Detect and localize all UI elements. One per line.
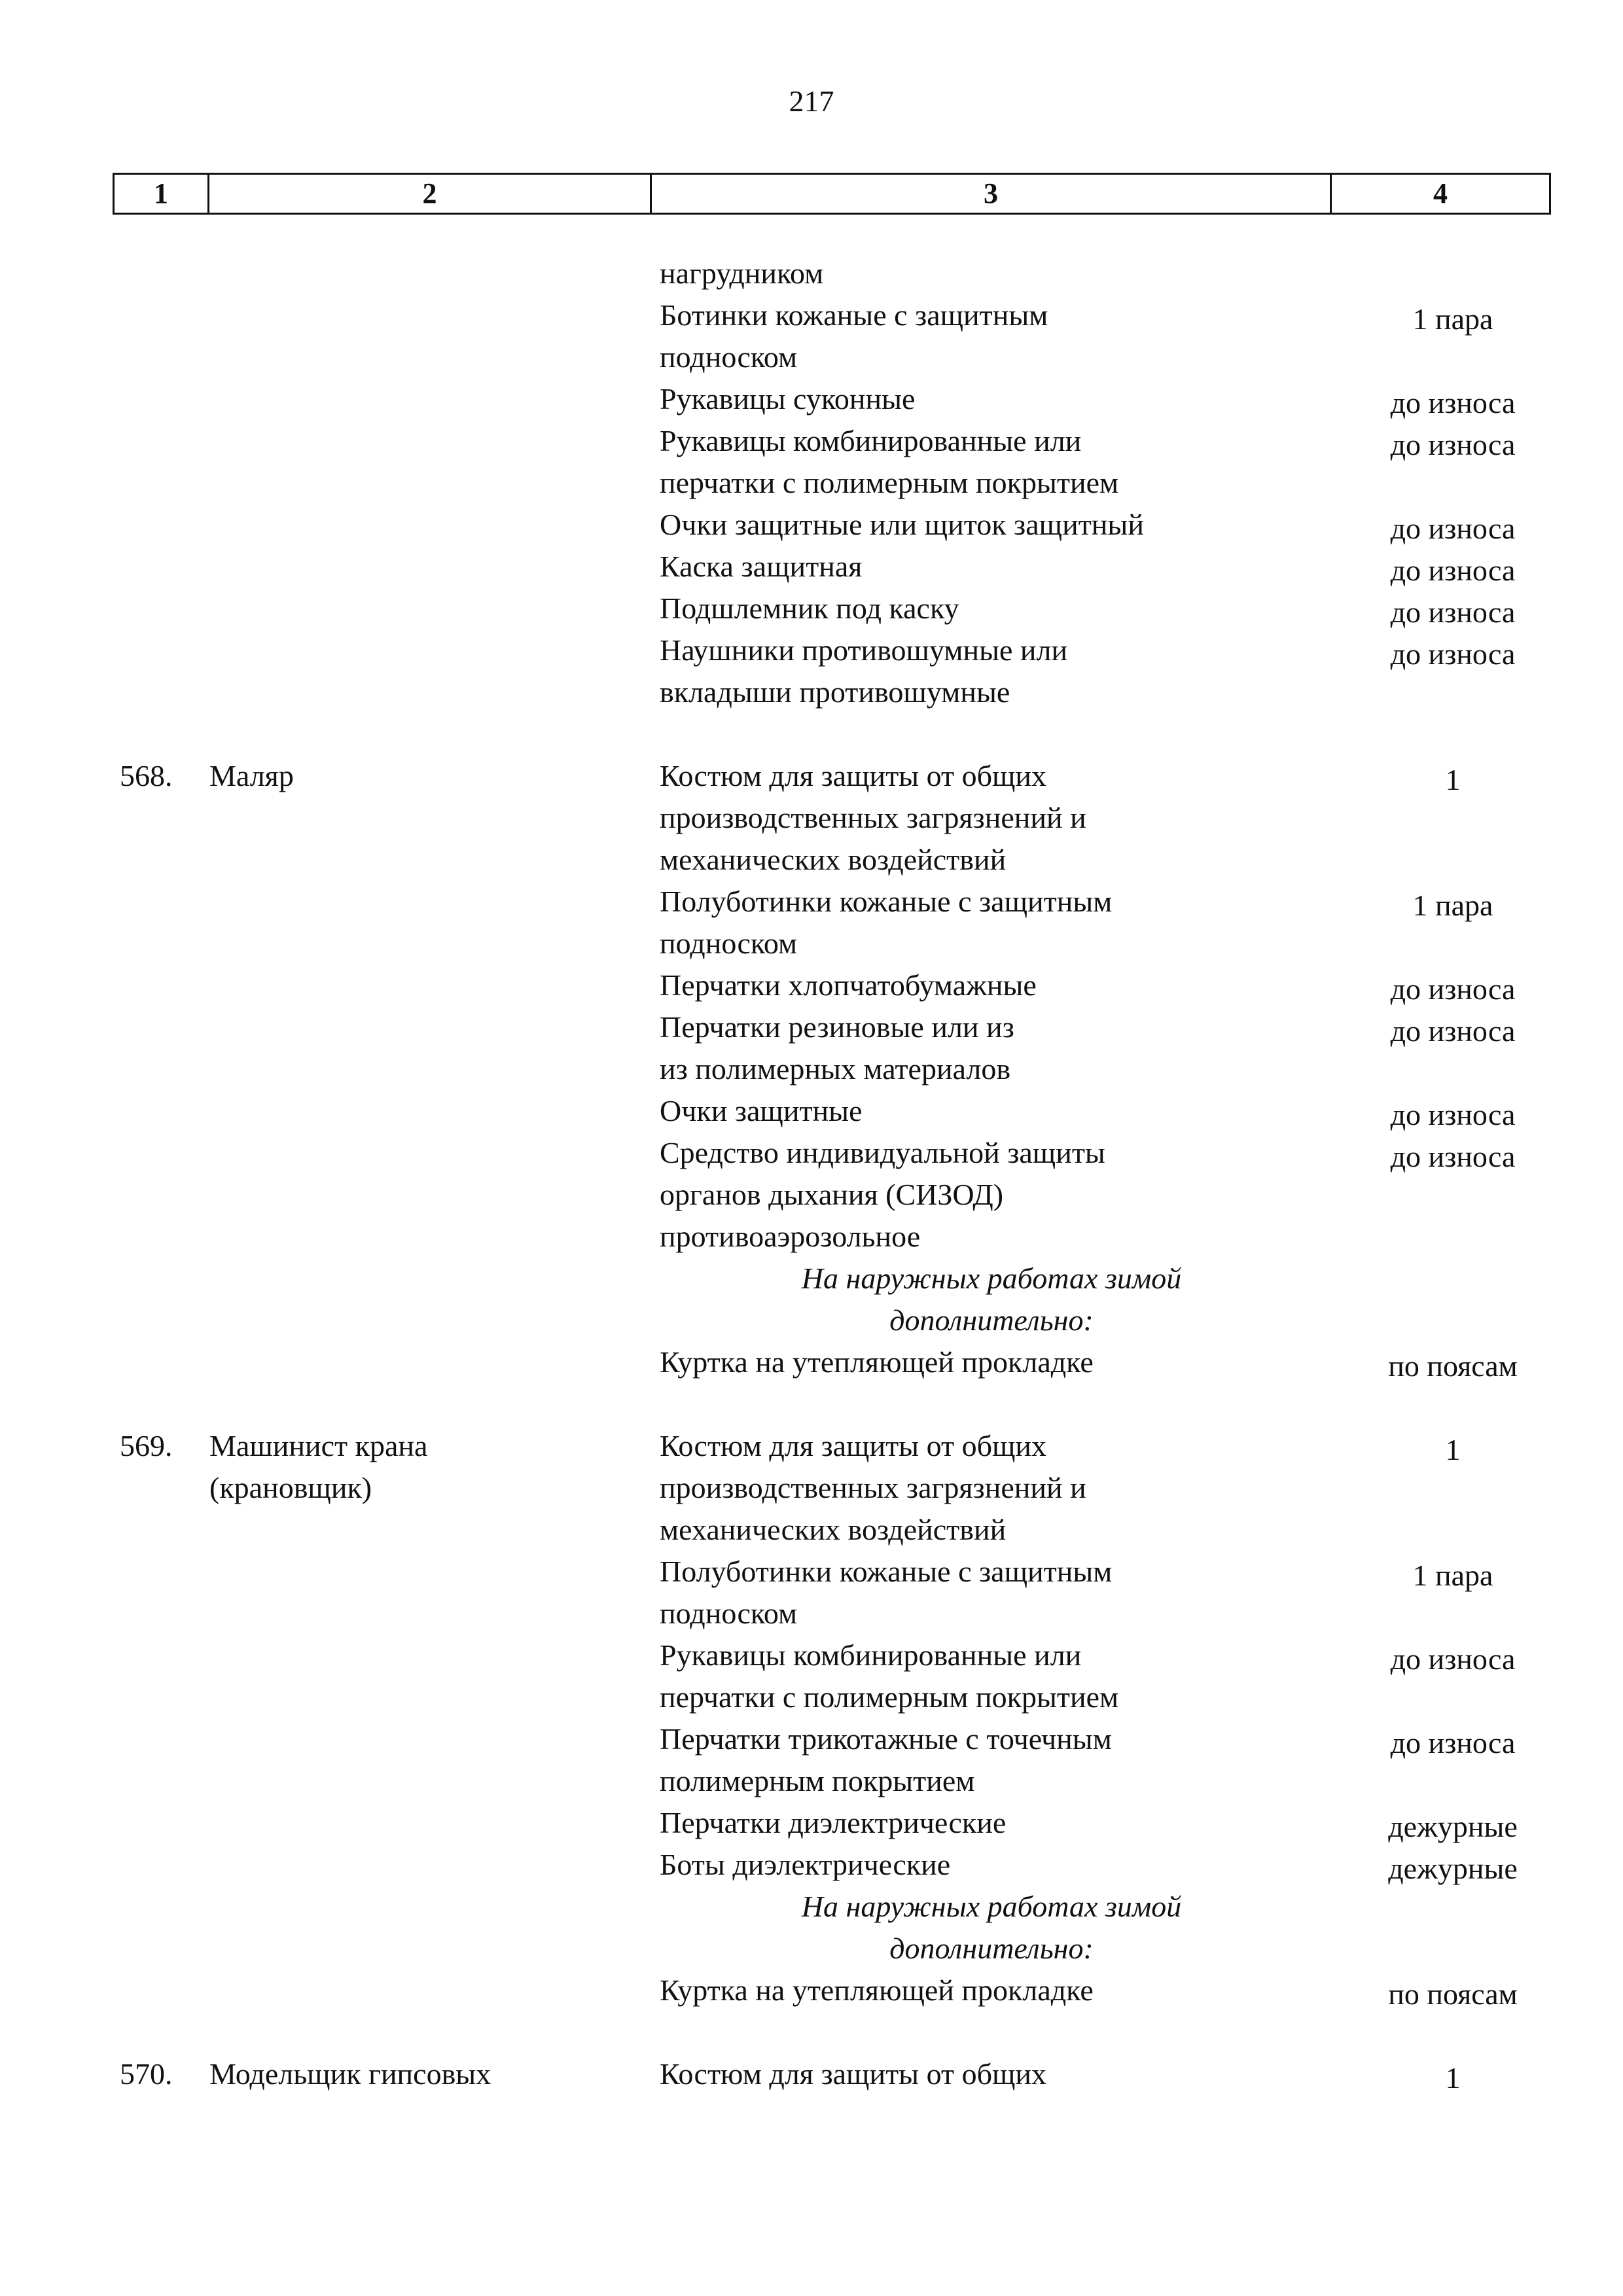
ppe-item-line: производственных загрязнений и [660, 1471, 1086, 1504]
ppe-item-line: механических воздействий [660, 843, 1007, 876]
ppe-item-line: производственных загрязнений и [660, 801, 1086, 834]
ppe-norm: до износа [1390, 1014, 1516, 1048]
ppe-norm: 1 [1445, 763, 1461, 796]
ppe-item [0, 964, 1623, 1006]
ppe-item-line: Очки защитные или щиток защитный [660, 508, 1144, 541]
ppe-item-line: Костюм для защиты от общих [660, 759, 1047, 792]
ppe-item-line: Очки защитные [660, 1094, 863, 1127]
ppe-item-line: органов дыхания (СИЗОД) [660, 1178, 1004, 1211]
ppe-item-line: Перчатки хлопчатобумажные [660, 968, 1037, 1002]
ppe-item-line: из полимерных материалов [660, 1052, 1011, 1086]
ppe-norm: до износа [1390, 386, 1516, 419]
ppe-item [0, 588, 1623, 629]
ppe-norm: до износа [1390, 554, 1516, 587]
ppe-norm: 1 пара [1412, 1559, 1493, 1592]
note-line: На наружных работах зимой [801, 1890, 1182, 1923]
ppe-norm: до износа [1390, 637, 1516, 671]
ppe-norm: до износа [1390, 1140, 1516, 1173]
ppe-item-line: Рукавицы суконные [660, 382, 916, 415]
ppe-norm: до износа [1390, 1726, 1516, 1759]
ppe-item-line: Средство индивидуальной защиты [660, 1136, 1105, 1169]
ppe-item [0, 755, 1623, 881]
ppe-item-line: Подшлемник под каску [660, 592, 959, 625]
ppe-item [0, 1718, 1623, 1802]
ppe-item-line: перчатки с полимерным покрытием [660, 1680, 1119, 1714]
profession-name-line: Машинист крана [209, 1429, 428, 1462]
ppe-item-line: Наушники противошумные или [660, 633, 1068, 667]
ppe-norm: до износа [1390, 1098, 1516, 1131]
ppe-item [0, 1425, 1623, 1551]
ppe-item-line: Костюм для защиты от общих [660, 1429, 1047, 1462]
ppe-item-line: Перчатки диэлектрические [660, 1806, 1007, 1839]
ppe-item-line: Перчатки резиновые или из [660, 1010, 1014, 1044]
ppe-item-line: нагрудником [660, 256, 824, 290]
ppe-item [0, 1551, 1623, 1634]
ppe-norm: до износа [1390, 512, 1516, 545]
ppe-item [0, 1006, 1623, 1090]
ppe-item-line: Полуботинки кожаные с защитным [660, 885, 1113, 918]
ppe-norm: 1 пара [1412, 889, 1493, 922]
ppe-item-line: подноском [660, 927, 798, 960]
table-row [0, 755, 1623, 1383]
note-line: На наружных работах зимой [801, 1262, 1182, 1295]
ppe-norm: 1 [1445, 2061, 1461, 2094]
ppe-item-line: полимерным покрытием [660, 1764, 975, 1797]
ppe-item [0, 1341, 1623, 1383]
profession-name-line: Модельщик гипсовых [209, 2057, 491, 2091]
ppe-norm: 1 [1445, 1433, 1461, 1466]
ppe-norm: до износа [1390, 972, 1516, 1006]
profession-name-line: Маляр [209, 759, 294, 792]
ppe-norm: дежурные [1388, 1852, 1518, 1885]
ppe-item-line: Рукавицы комбинированные или [660, 424, 1082, 457]
ppe-item-line: подноском [660, 340, 798, 374]
row-number: 568. [120, 759, 173, 792]
ppe-item-line: Боты диэлектрические [660, 1848, 951, 1881]
column-header-1: 1 [115, 175, 209, 213]
ppe-item-line: Ботинки кожаные с защитным [660, 298, 1048, 332]
ppe-item [0, 629, 1623, 713]
section-note [0, 1886, 1623, 1969]
ppe-item-line: механических воздействий [660, 1513, 1007, 1546]
ppe-item [0, 881, 1623, 964]
table-row [0, 1425, 1623, 2011]
ppe-norm: по поясам [1388, 1977, 1518, 2011]
ppe-norm: до износа [1390, 428, 1516, 461]
ppe-norm: до износа [1390, 595, 1516, 629]
ppe-item [0, 1132, 1623, 1258]
section-note [0, 1258, 1623, 1341]
ppe-item-line: вкладыши противошумные [660, 675, 1010, 709]
ppe-item-line: подноском [660, 1597, 798, 1630]
column-header-3: 3 [652, 175, 1332, 213]
note-line: дополнительно: [889, 1303, 1094, 1337]
ppe-item-line: Куртка на утепляющей прокладке [660, 1345, 1094, 1379]
column-header-2: 2 [209, 175, 652, 213]
ppe-item-line: противоаэрозольное [660, 1220, 921, 1253]
ppe-item [0, 1844, 1623, 1886]
ppe-item [0, 1090, 1623, 1132]
ppe-norm: дежурные [1388, 1810, 1518, 1843]
ppe-item [0, 1802, 1623, 1844]
ppe-item-line: перчатки с полимерным покрытием [660, 466, 1119, 499]
ppe-item-line: Каска защитная [660, 550, 863, 583]
ppe-item [0, 420, 1623, 504]
ppe-item [0, 546, 1623, 588]
table-row [0, 2053, 1623, 2095]
ppe-item [0, 253, 1623, 294]
ppe-norm: по поясам [1388, 1349, 1518, 1383]
table-header [113, 173, 1551, 215]
ppe-item [0, 1634, 1623, 1718]
ppe-item-line: Рукавицы комбинированные или [660, 1638, 1082, 1672]
table-row [0, 253, 1623, 713]
column-header-4: 4 [1433, 177, 1448, 209]
ppe-item [0, 294, 1623, 378]
ppe-item-line: Костюм для защиты от общих [660, 2057, 1047, 2091]
row-number: 569. [120, 1429, 173, 1462]
note-line: дополнительно: [889, 1932, 1094, 1965]
ppe-item-line: Полуботинки кожаные с защитным [660, 1555, 1113, 1588]
ppe-item-line: Куртка на утепляющей прокладке [660, 1973, 1094, 2007]
ppe-norm: до износа [1390, 1642, 1516, 1676]
ppe-norm: 1 пара [1412, 302, 1493, 336]
ppe-item [0, 378, 1623, 420]
table-body [0, 253, 1623, 2137]
profession-name-line: (крановщик) [209, 1471, 372, 1504]
ppe-item [0, 2053, 1623, 2095]
ppe-item [0, 1969, 1623, 2011]
row-number: 570. [120, 2057, 173, 2091]
page-number: 217 [789, 84, 834, 118]
ppe-item [0, 504, 1623, 546]
ppe-item-line: Перчатки трикотажные с точечным [660, 1722, 1112, 1756]
